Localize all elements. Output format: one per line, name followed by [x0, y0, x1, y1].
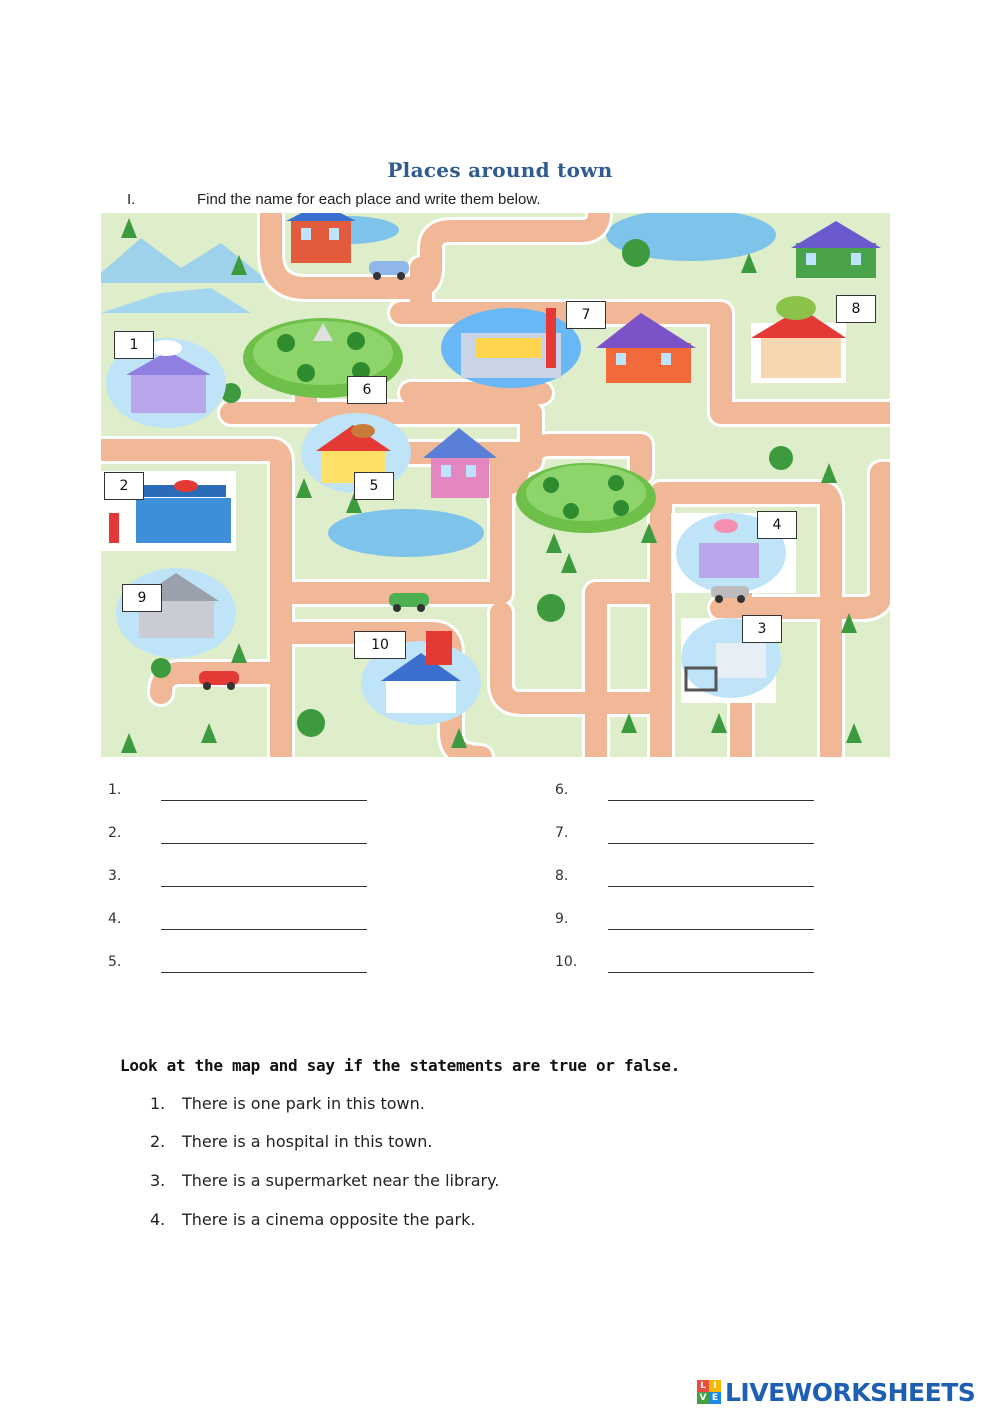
statement-item [150, 1171, 650, 1195]
answer-list [108, 782, 828, 982]
answer-number: 4. [108, 911, 122, 927]
answer-input-3[interactable] [161, 866, 371, 888]
place-9 [116, 568, 236, 658]
true-false-heading: Look at the map and say if the statements are true or false. [120, 1056, 680, 1075]
answer-input-10[interactable] [608, 952, 818, 974]
house-pink [423, 428, 497, 498]
answer-blank-7[interactable] [608, 843, 814, 844]
lake-center [328, 509, 484, 557]
answer-blank-5[interactable] [161, 972, 367, 973]
answer-number: 5. [108, 954, 122, 970]
map-label-7: 7 [566, 301, 606, 329]
answer-blank-6[interactable] [608, 800, 814, 801]
place-7 [441, 308, 581, 388]
logo-tile-l: L [697, 1380, 709, 1392]
answer-blank-8[interactable] [608, 886, 814, 887]
answer-number: 7. [555, 825, 569, 841]
mountains-left-low [101, 288, 251, 313]
map-label-10: 10 [354, 631, 406, 659]
map-label-9: 9 [122, 584, 162, 612]
statement-item [150, 1094, 650, 1118]
liveworksheets-logo-icon [697, 1380, 721, 1404]
car-red [199, 671, 239, 690]
brand-name: LIVEWORKSHEETS [725, 1377, 976, 1407]
answer-number: 8. [555, 868, 569, 884]
map-label-8: 8 [836, 295, 876, 323]
statement-number: 3. [150, 1171, 166, 1190]
answer-input-9[interactable] [608, 909, 818, 931]
statement-text: There is a cinema opposite the park. [182, 1210, 476, 1229]
answer-blank-10[interactable] [608, 972, 814, 973]
answer-input-1[interactable] [161, 780, 371, 802]
statement-item [150, 1210, 650, 1234]
map-label-1: 1 [114, 331, 154, 359]
answer-number: 6. [555, 782, 569, 798]
answer-blank-4[interactable] [161, 929, 367, 930]
town-map-illustration [101, 213, 890, 757]
answer-number: 9. [555, 911, 569, 927]
answer-number: 1. [108, 782, 122, 798]
answer-input-8[interactable] [608, 866, 818, 888]
statement-number: 2. [150, 1132, 166, 1151]
map-label-3: 3 [742, 615, 782, 643]
statement-text: There is one park in this town. [182, 1094, 425, 1113]
place-8 [751, 296, 846, 383]
answer-number: 10. [555, 954, 578, 970]
answer-blank-3[interactable] [161, 886, 367, 887]
answer-input-6[interactable] [608, 780, 818, 802]
statement-number: 1. [150, 1094, 166, 1113]
map-label-4: 4 [757, 511, 797, 539]
liveworksheets-brand[interactable] [697, 1376, 975, 1408]
logo-tile-i: I [709, 1380, 721, 1392]
logo-tile-v: V [697, 1392, 709, 1404]
logo-tile-e: E [709, 1392, 721, 1404]
mountains-left [101, 238, 271, 283]
answer-number: 3. [108, 868, 122, 884]
statement-item [150, 1132, 650, 1156]
answer-blank-1[interactable] [161, 800, 367, 801]
map-label-2: 2 [104, 472, 144, 500]
answer-input-7[interactable] [608, 823, 818, 845]
house-top [286, 213, 356, 263]
statement-text: There is a hospital in this town. [182, 1132, 433, 1151]
answer-number: 2. [108, 825, 122, 841]
instruction-text: Find the name for each place and write them below. [197, 191, 541, 208]
answer-input-5[interactable] [161, 952, 371, 974]
town-map [101, 213, 890, 757]
house-green [791, 221, 881, 278]
instruction-number: I. [127, 191, 136, 208]
park-center [516, 463, 656, 533]
map-label-5: 5 [354, 472, 394, 500]
worksheet-title: Places around town [387, 158, 613, 182]
answer-input-4[interactable] [161, 909, 371, 931]
statement-text: There is a supermarket near the library. [182, 1171, 500, 1190]
answer-blank-9[interactable] [608, 929, 814, 930]
answer-input-2[interactable] [161, 823, 371, 845]
map-label-6: 6 [347, 376, 387, 404]
statement-number: 4. [150, 1210, 166, 1229]
car-green [389, 593, 429, 612]
answer-blank-2[interactable] [161, 843, 367, 844]
